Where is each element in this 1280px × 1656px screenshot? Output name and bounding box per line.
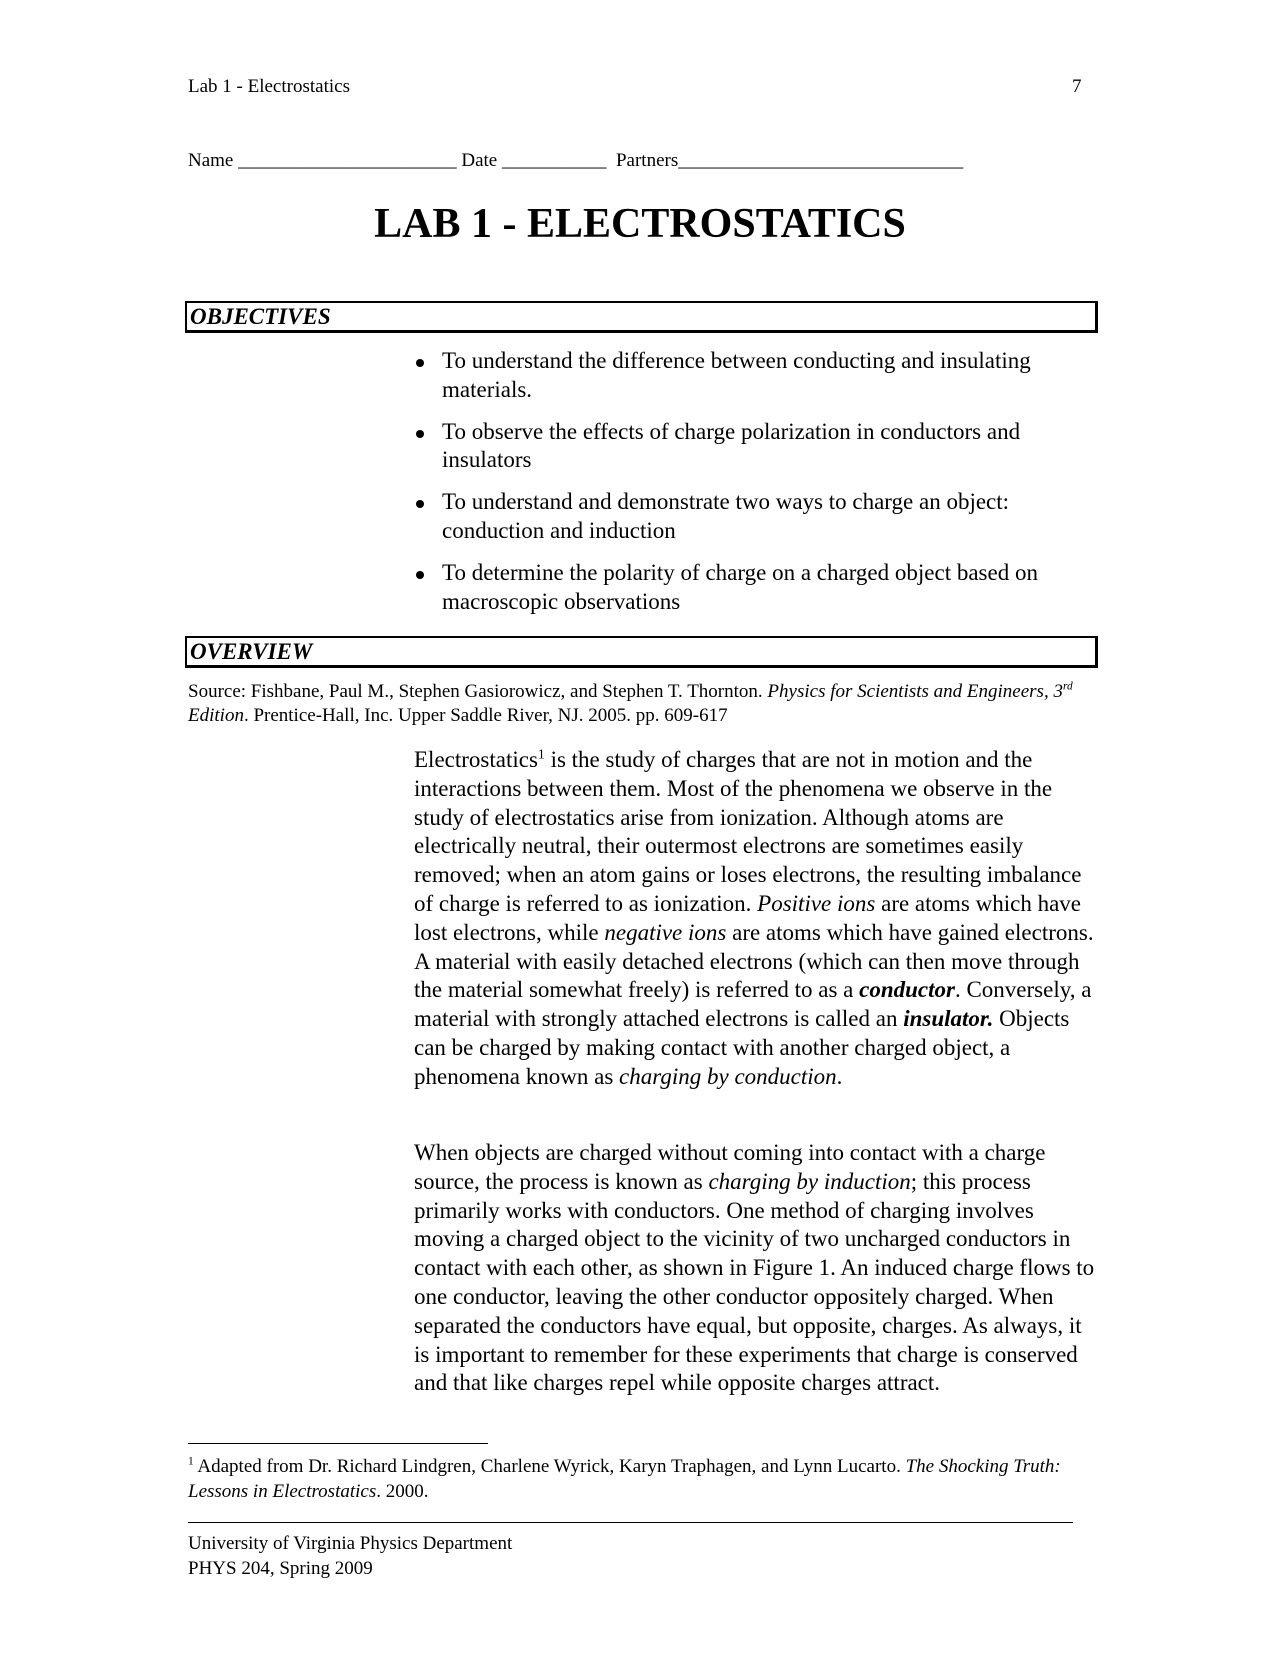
objective-item: To observe the effects of charge polarization in conductors and insulators xyxy=(412,418,1102,476)
objective-item: To determine the polarity of charge on a charged object based on macroscopic observations xyxy=(412,559,1102,617)
objectives-list xyxy=(412,347,1102,629)
page-footer xyxy=(188,1531,512,1581)
page-number: 7 xyxy=(1072,76,1082,97)
overview-heading-box xyxy=(185,636,1098,668)
text: are atoms which have lost electrons, while xyxy=(414,890,1082,945)
source-citation xyxy=(188,680,1088,728)
overview-paragraph-1 xyxy=(414,746,1098,1092)
objective-item: To understand and demonstrate two ways to charge an object: conduction and induction xyxy=(412,488,1102,546)
footnote xyxy=(188,1454,1088,1504)
footnote-text: Adapted from Dr. Richard Lindgren, Charlene Wyrick, Karyn Traphagen, and Lynn Lucarto. xyxy=(193,1456,906,1477)
text: Electrostatics xyxy=(414,747,538,772)
term: conductor xyxy=(859,977,955,1003)
term: insulator. xyxy=(903,1006,994,1032)
source-edition: Edition xyxy=(188,705,244,726)
footer-course: PHYS 204, Spring 2009 xyxy=(188,1558,373,1579)
footnote-reference: 1 xyxy=(537,746,545,762)
term: Positive ions xyxy=(757,890,876,916)
objective-item: To understand the difference between conducting and insulating materials. xyxy=(412,347,1102,405)
source-sup: rd xyxy=(1062,680,1073,693)
text: . Conversely, a material with strongly attached electrons is called an xyxy=(414,977,1092,1032)
footnote-title: The Shocking Truth: Lessons in Electrostatics xyxy=(188,1456,1061,1502)
name-date-partners-line: Name _______________________ Date ___________ Partners______________________________ xyxy=(188,150,964,171)
objectives-heading: OBJECTIVES xyxy=(190,304,331,329)
term: charging by induction xyxy=(708,1168,911,1194)
footnote-divider xyxy=(188,1443,488,1444)
page-title: LAB 1 - ELECTROSTATICS xyxy=(374,201,906,247)
source-suffix: . Prentice-Hall, Inc. Upper Saddle River, NJ. 2005. pp. 609-617 xyxy=(243,705,728,726)
objectives-heading-box xyxy=(185,301,1098,333)
footnote-mark: 1 xyxy=(188,1455,194,1468)
text: are atoms which have gained electrons. A material with easily detached electrons (which can then move through the material somewhat freely) is referred to as a xyxy=(414,919,1094,1003)
source-prefix: Source: Fishbane, Paul M., Stephen Gasiorowicz, and Stephen T. Thornton. xyxy=(188,681,768,702)
term: charging by conduction xyxy=(619,1063,837,1089)
source-book: Physics for Scientists and Engineers, 3 xyxy=(767,681,1063,702)
text: is the study of charges that are not in motion and the interactions between them. Most of the phenomena we observe in the study of electrostatics arise from ionization. Although atoms are electrically neutral, their outermost electrons are sometimes easily removed; when an atom gains or loses electrons, the resulting imbalance of charge is referred to as ionization. xyxy=(414,747,1082,916)
text: . xyxy=(836,1063,843,1089)
overview-heading: OVERVIEW xyxy=(190,639,313,664)
footer-department: University of Virginia Physics Department xyxy=(188,1533,513,1554)
running-header-title: Lab 1 - Electrostatics xyxy=(188,76,350,97)
footnote-year: . 2000. xyxy=(376,1481,429,1502)
overview-paragraph-2 xyxy=(414,1139,1098,1398)
text: Objects can be charged by making contact with another charged object, a phenomena known as xyxy=(414,1006,1070,1089)
text: When objects are charged without coming into contact with a charge source, the process is known as xyxy=(414,1140,1046,1194)
footer-divider xyxy=(188,1522,1073,1523)
text: ; this process primarily works with conductors. One method of charging involves moving a charged object to the vicinity of two uncharged conductors in contact with each other, as shown in Figure 1. An induced charge flows to one conductor, leaving the other conductor oppositely charged. When separated the conductors have equal, but opposite, charges. As always, it is important to remember for these experiments that charge is conserved and that like charges repel while opposite charges attract. xyxy=(414,1168,1095,1396)
term: negative ions xyxy=(604,919,727,945)
